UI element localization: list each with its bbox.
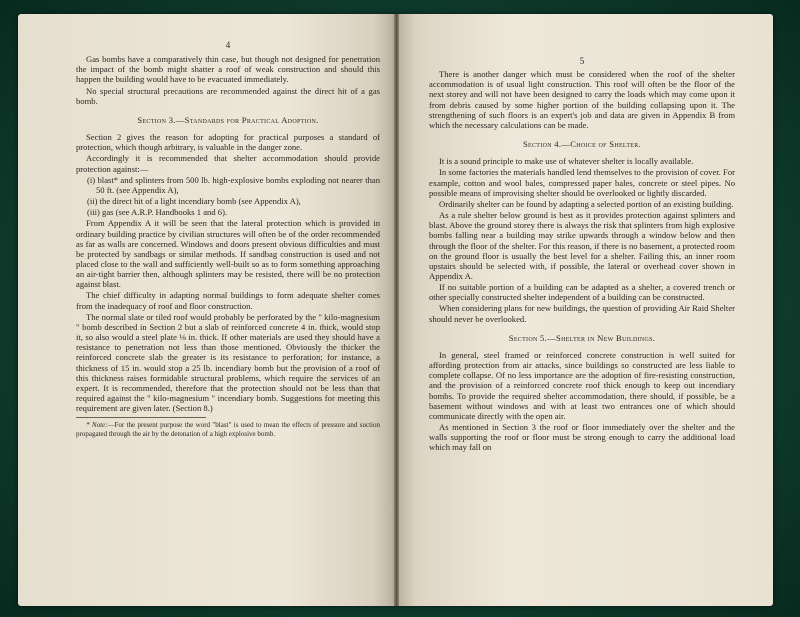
paragraph-new-buildings: When considering plans for new buildings, the question of providing Air Raid Shelter should never be overlooked.	[429, 303, 735, 324]
paragraph-sound-principle: It is a sound principle to make use of whatever shelter is locally available.	[439, 156, 694, 167]
section-5-heading: Section 5.—Shelter in New Buildings.	[508, 332, 656, 343]
paragraph-recommended-protection: Accordingly it is recommended that shelter accommodation should provide protection against:—	[76, 153, 380, 174]
paragraph-roof-perforation: The normal slate or tiled roof would probably be perforated by the " kilo-magnesium " bomb described in Section 2 but a slab of reinforced concrete 4 in. thick, would stop it, so also would a steel plate ⅛ in. thick. If other materials are used they should have a resistance to penetration not less than those mentioned. Obviously the thicker the reinforced concrete slab the greater is its resistance to perforation; for instance, a thickness of 15 in. would stop a 25 lb. incendiary bomb but the provision of a roof of this thickness raises formidable structural problems, which require the services of an expert. It is recommended, therefore that the protection should not be less than that required against the " kilo-magnesium " incendiary bomb. Suggestions for meeting this requirement are given later. (Section 8.)	[76, 311, 380, 414]
right-page	[397, 14, 773, 606]
paragraph-another-danger: There is another danger which must be considered when the roof of the shelter accommodation is of usual light construction. This roof will often be the floor of the next storey and will not have been designed to carry the loads which may come upon it from debris caused by some higher portion of the building collapsing upon it. The strengthening of such floors is an expert's job and data are given in Appendix B from which the necessary calculations can be made.	[429, 69, 735, 130]
paragraph-as-mentioned: As mentioned in Section 3 the roof or floor immediately over the shelter and the walls supporting the roof or floor must be strong enough to carry the additional load which may fall on	[429, 422, 735, 453]
footnote	[76, 421, 380, 438]
paragraph-below-ground: As a rule shelter below ground is best as it provides protection against splinters and blast. Above the ground storey there is always the risk that splinters from high explosive bombs falling near a building may strike upwards through a window below and then through the floor of the shelter. For this reason, if there is no basement, a protected room on the ground floor is usually the best level for a shelter. Failing this, an inner room upstairs should be selected with, if possible, the lateral or overhead cover shown in Appendix A.	[429, 210, 735, 281]
left-page-content	[76, 14, 380, 438]
footnote-divider	[76, 417, 206, 418]
paragraph-chief-difficulty: The chief difficulty in adapting normal buildings to form adequate shelter comes from the inadequacy of roof and floor construction.	[76, 290, 380, 311]
page-number-right: 5	[579, 56, 585, 66]
list-item-gas: (iii) gas (see A.R.P. Handbooks 1 and 6).	[87, 207, 228, 218]
book-spine-gutter	[394, 14, 399, 606]
paragraph-gas-bombs: Gas bombs have a comparatively thin case, but though not designed for penetration the impact of the bomb might shatter a roof of weak construction and should this happen the building would have to be evacuated immediately.	[76, 54, 380, 85]
page-number-left: 4	[225, 40, 231, 50]
list-item-direct-hit: (ii) the direct hit of a light incendiary bomb (see Appendix A),	[87, 196, 301, 207]
footnote-label: * Note:	[86, 421, 108, 430]
right-page-content	[429, 14, 735, 453]
paragraph-steel-framed: In general, steel framed or reinforced concrete construction is well suited for affording protection from air attacks, since buildings so constructed are less liable to complete collapse. Of no less importance are the adoption of fire-resisting construction, and the provision of a reinforced concrete roof thick enough to keep out incendiary bombs. To provide the required shelter accommodation, there should, if possible, be a basement without windows and with at least two entrances one of which should communicate directly with the open air.	[429, 349, 735, 421]
paragraph-factories: In some factories the materials handled lend themselves to the provision of cover. For example, cotton and wool bales, compressed paper bales, concrete or steel pipes. No possible means of improvising shelter should be overlooked or lightly discarded.	[429, 167, 735, 198]
paragraph-no-precautions: No special structural precautions are recommended against the direct hit of a gas bomb.	[76, 85, 380, 106]
paragraph-ordinarily: Ordinarily shelter can be found by adapting a selected portion of an existing building.	[439, 198, 734, 209]
left-page	[18, 14, 396, 606]
footnote-text: —For the present purpose the word "blast" is used to mean the effects of pressure and suction propagated through the air by the detonation of a high explosive bomb.	[76, 421, 380, 438]
paragraph-appendix-a: From Appendix A it will be seen that the lateral protection which is provided in ordinary building practice by civilian structures will often be of the order recommended as far as walls are concerned. Windows and doors present obvious difficulties and must be protected by sandbags or similar methods. If sandbag construction is used and not placed close to the wall and sufficiently well-built so as to form something approaching an air-tight barrier then, although splinters may be resisted, there will be no protection against blast.	[76, 218, 380, 290]
section-3-heading: Section 3.—Standards for Practical Adoption.	[137, 114, 319, 125]
list-item-blast: (i) blast* and splinters from 500 lb. high-explosive bombs exploding not nearer than 50 ft. (see Appendix A),	[87, 174, 380, 195]
section-4-heading: Section 4.—Choice of Shelter.	[522, 139, 642, 150]
paragraph-no-suitable-portion: If no suitable portion of a building can be adapted as a shelter, a covered trench or other specially constructed shelter independent of a building can be constructed.	[429, 282, 735, 303]
paragraph-section-2-reason: Section 2 gives the reason for adopting for practical purposes a standard of protection, which though arbitrary, is valuable in the danger zone.	[76, 132, 380, 153]
